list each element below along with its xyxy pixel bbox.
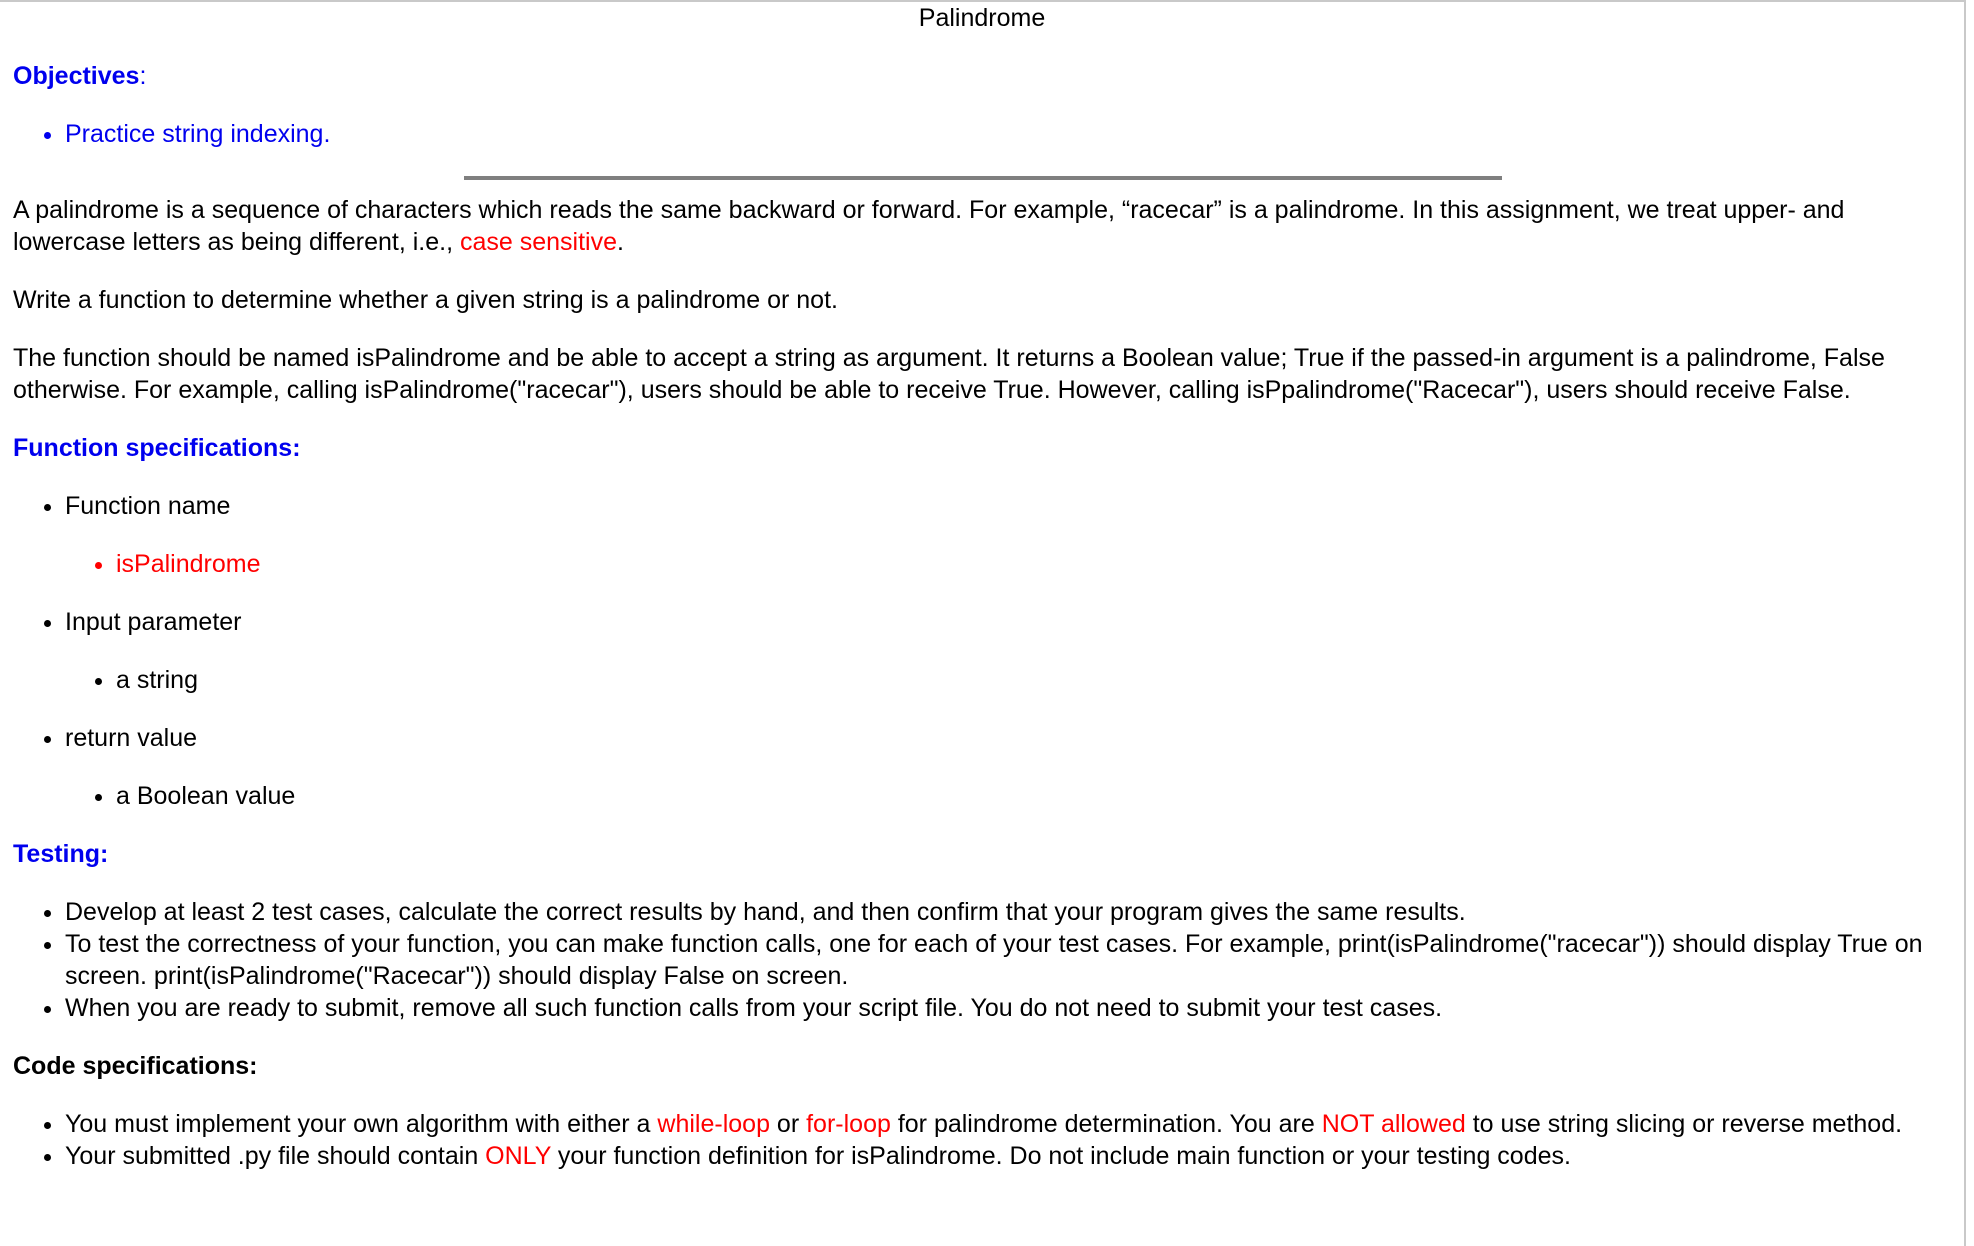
document-body <box>13 60 1948 1198</box>
case-sensitive-highlight: case sensitive <box>460 228 618 256</box>
page-title: Palindrome <box>918 4 1046 32</box>
function-spec-heading: Function specifications: <box>13 434 301 462</box>
code-spec-text: or <box>769 1110 807 1138</box>
spec-label: return value <box>65 724 198 752</box>
code-spec-text: to use string slicing or reverse method. <box>1465 1110 1903 1138</box>
spec-value: • a string <box>116 664 1948 696</box>
code-spec-item-submission <box>65 1140 1948 1172</box>
objectives-heading <box>13 60 1948 92</box>
intro-end: . <box>617 228 624 256</box>
code-spec-text: Your submitted .py file should contain <box>65 1142 486 1170</box>
intro-paragraph-3: The function should be named isPalindrome and be able to accept a string as argument. It returns a Boolean value; True if the passed-in argument is a palindrome, False otherwise. For example, calling isPalindrome("racecar"), users should be able to receive True. However, calling isPpalindrome("Racecar"), users should receive False. <box>13 344 1885 404</box>
objectives-heading-colon: : <box>139 62 147 90</box>
code-spec-item-algorithm <box>65 1108 1948 1140</box>
spec-value: • a Boolean value <box>116 780 1948 812</box>
only-highlight: ONLY <box>485 1142 551 1170</box>
intro-paragraph-1 <box>13 194 1948 258</box>
objectives-list <box>13 118 1948 150</box>
code-spec-text: for palindrome determination. You are <box>890 1110 1322 1138</box>
spec-sublist <box>65 780 1948 812</box>
function-spec-list <box>13 490 1948 812</box>
testing-item: • Develop at least 2 test cases, calculate the correct results by hand, and then confirm that your program gives the same results. <box>65 896 1948 928</box>
code-spec-list <box>13 1108 1948 1172</box>
horizontal-rule <box>464 176 1502 180</box>
code-spec-heading: Code specifications: <box>13 1052 258 1080</box>
spec-label: Function name <box>65 492 231 520</box>
spec-item-function-name <box>65 490 1948 580</box>
testing-list <box>13 896 1948 1024</box>
spec-item-input-parameter <box>65 606 1948 696</box>
objectives-heading-text: Objectives <box>13 62 140 90</box>
for-loop-highlight: for-loop <box>806 1110 891 1138</box>
code-spec-text: You must implement your own algorithm with either a <box>65 1110 658 1138</box>
spec-sublist <box>65 548 1948 580</box>
intro-text: A palindrome is a sequence of characters which reads the same backward or forward. For example, “racecar” is a palindrome. In this assignment, we treat upper- and lowercase letters as being different, i.e., <box>13 196 1845 256</box>
while-loop-highlight: while-loop <box>657 1110 770 1138</box>
spec-sublist <box>65 664 1948 696</box>
testing-item: • To test the correctness of your function, you can make function calls, one for each of your test cases. For example, print(isPalindrome("racecar")) should display True on screen. print(isPalindrome("Racecar")) should display False on screen. <box>65 928 1948 992</box>
testing-item: • When you are ready to submit, remove all such function calls from your script file. You do not need to submit your test cases. <box>65 992 1948 1024</box>
testing-heading: Testing: <box>13 840 109 868</box>
spec-item-return-value <box>65 722 1948 812</box>
intro-paragraph-2: Write a function to determine whether a given string is a palindrome or not. <box>13 286 838 314</box>
spec-label: Input parameter <box>65 608 242 636</box>
spec-value: • isPalindrome <box>116 548 1948 580</box>
code-spec-text: your function definition for isPalindrome. Do not include main function or your testing codes. <box>550 1142 1571 1170</box>
objective-item: • Practice string indexing. <box>65 118 1948 150</box>
not-allowed-highlight: NOT allowed <box>1321 1110 1466 1138</box>
